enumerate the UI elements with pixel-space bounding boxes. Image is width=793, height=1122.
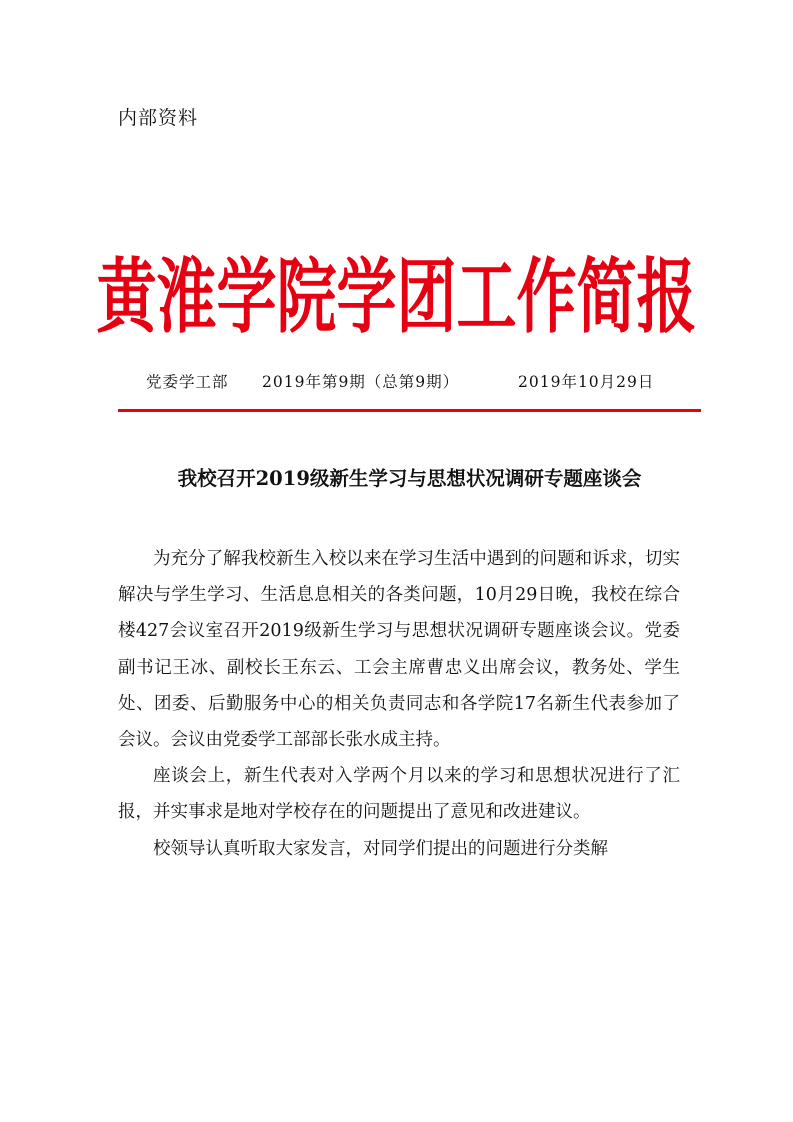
masthead-title: 黄淮学院学团工作简报 <box>96 250 697 346</box>
article-paragraph-2: 座谈会上，新生代表对入学两个月以来的学习和思想状况进行了汇报，并实事求是地对学校存在的问题提出了意见和改进建议。 <box>118 766 680 823</box>
issue-info-line <box>146 370 686 392</box>
article-body <box>118 541 680 867</box>
masthead-divider <box>118 409 701 412</box>
article-paragraph-3: 校领导认真听取大家发言，对同学们提出的问题进行分类解 <box>153 838 608 859</box>
article-title: 我校召开2019级新生学习与思想状况调研专题座谈会 <box>177 467 642 490</box>
internal-document-label: 内部资料 <box>118 107 199 129</box>
department-name: 党委学工部 <box>146 373 229 391</box>
issue-number: 2019年第9期（总第9期） <box>262 373 460 391</box>
article-paragraph-1: 为充分了解我校新生入校以来在学习生活中遇到的问题和诉求，切实解决与学生学习、生活息息相关的各类问题，10月29日晚，我校在综合楼427会议室召开2019级新生学习与思想状况调研专题座谈会议。党委副书记王冰、副校长王东云、工会主席曹忠义出席会议，教务处、学生处、团委、后勤服务中心的相关负责同志和各学院17名新生代表参加了会议。会议由党委学工部部长张水成主持。 <box>118 549 680 751</box>
issue-date: 2019年10月29日 <box>518 373 655 391</box>
